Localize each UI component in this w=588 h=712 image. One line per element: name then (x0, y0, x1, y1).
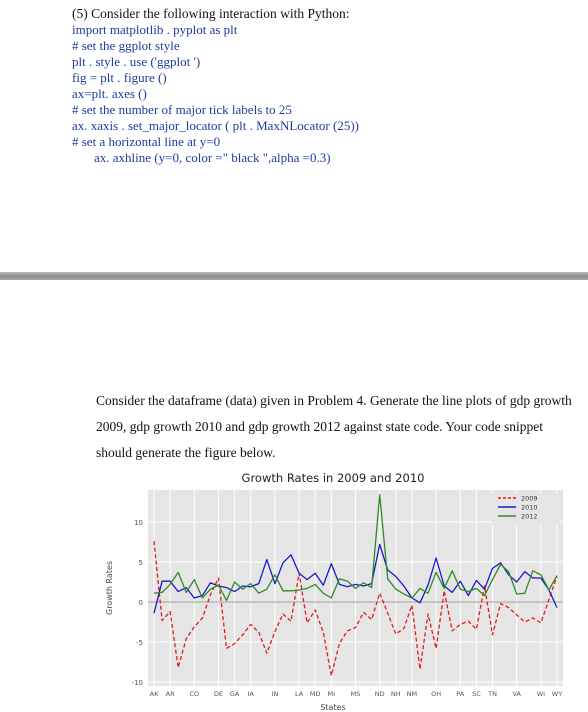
x-tick-label: NH (390, 690, 401, 698)
code-line: import matplotlib . pyplot as plt (72, 22, 238, 37)
paragraph-line: 2009, gdp growth 2010 and gdp growth 2012 against state code. Your code snippet (96, 419, 543, 434)
x-tick-label: IN (271, 690, 279, 698)
legend-label: 2009 (521, 494, 538, 503)
y-tick-label: -10 (131, 679, 143, 687)
x-tick-label: VA (512, 690, 521, 698)
x-tick-label: PA (456, 690, 465, 698)
paragraph-line: Consider the dataframe (data) given in Problem 4. Generate the line plots of gdp growth (96, 393, 572, 408)
x-tick-label: SC (472, 690, 481, 698)
chart-container (98, 466, 568, 712)
question-heading: (5) Consider the following interaction with Python: (72, 6, 350, 21)
legend (492, 493, 560, 525)
x-tick-label: MS (350, 690, 361, 698)
code-line: plt . style . use ('ggplot ') (72, 54, 201, 69)
growth-rates-chart (98, 466, 568, 712)
code-line: ax=plt. axes () (72, 86, 147, 101)
x-tick-label: NM (406, 690, 418, 698)
y-tick-label: -5 (136, 639, 143, 647)
x-tick-label: WI (536, 690, 546, 698)
x-tick-label: TN (488, 690, 497, 698)
x-tick-label: AK (149, 690, 159, 698)
y-tick-label: 5 (138, 559, 143, 567)
code-line: # set the ggplot style (72, 38, 180, 53)
question-block (72, 6, 572, 166)
paragraph-line: should generate the figure below. (96, 445, 276, 460)
x-tick-label: IA (247, 690, 254, 698)
x-tick-label: ND (374, 690, 385, 698)
y-tick-label: 0 (138, 599, 143, 607)
code-line: fig = plt . figure () (72, 70, 167, 85)
x-tick-label: AR (165, 690, 175, 698)
x-axis-label: States (320, 703, 346, 712)
x-tick-label: DE (213, 690, 224, 698)
legend-label: 2010 (521, 503, 538, 512)
code-line: # set a horizontal line at y=0 (72, 134, 221, 149)
x-tick-label: GA (229, 690, 240, 698)
code-block (72, 22, 572, 166)
x-tick-label: MD (309, 690, 321, 698)
x-tick-label: WY (551, 690, 563, 698)
y-axis-label: Growth Rates (105, 560, 114, 616)
x-tick-label: MI (327, 690, 336, 698)
x-tick-label: OH (431, 690, 442, 698)
y-tick-label: 10 (134, 519, 143, 527)
x-tick-label: CO (189, 690, 200, 698)
chart-title: Growth Rates in 2009 and 2010 (241, 471, 425, 485)
code-line: # set the number of major tick labels to 25 (72, 102, 292, 117)
page-divider (0, 272, 588, 280)
code-line: ax. xaxis . set_major_locator ( plt . MaxNLocator (25)) (72, 118, 359, 133)
x-tick-label: LA (294, 690, 304, 698)
code-line: ax. axhline (y=0, color =" black ",alpha =0.3) (94, 150, 331, 165)
problem-paragraph (96, 388, 588, 466)
x-ticks (150, 690, 563, 698)
y-ticks (132, 519, 143, 687)
legend-label: 2012 (521, 512, 538, 521)
